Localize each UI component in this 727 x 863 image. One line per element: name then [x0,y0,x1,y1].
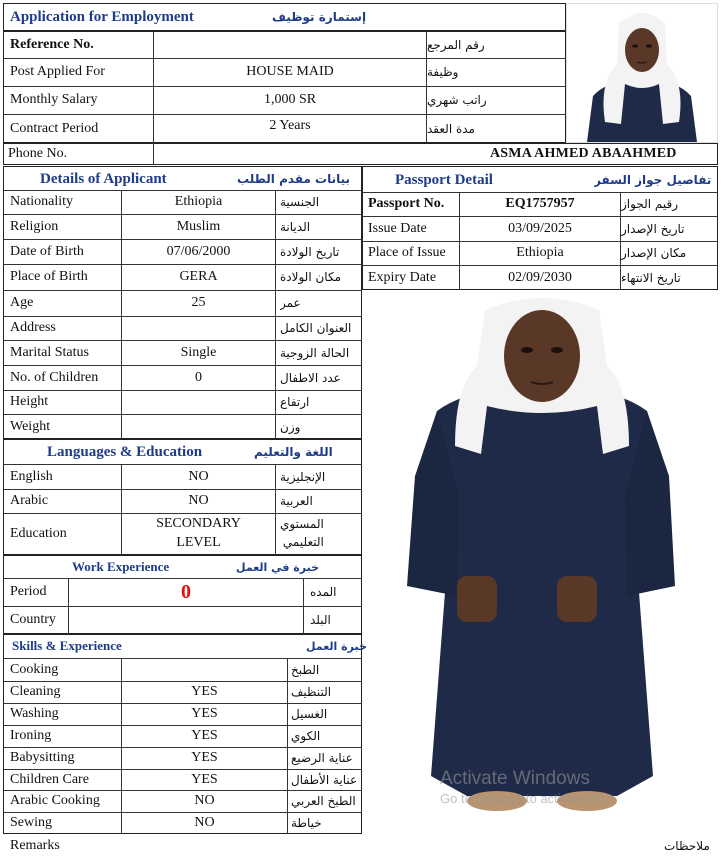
country-label-ar: البلد [310,613,331,627]
reference-label-ar: رقم المرجع [427,37,485,52]
skills-row-value: YES [191,771,218,787]
arabic-label: Arabic [10,493,49,508]
passport-title-ar: تفاصيل جواز السفر [594,173,712,187]
english-label: English [10,468,53,484]
skills-row-label-ar: الطبخ العربي [291,794,356,808]
passport-row-label-ar: مكان الإصدار [621,246,687,260]
details-row-value: 25 [191,295,206,310]
details-row-label: Date of Birth [10,243,84,259]
details-row-label: Age [10,295,34,310]
details-row-value: 0 [195,369,202,385]
period-label: Period [10,584,47,599]
education-label-ar [280,515,324,551]
english-value: NO [188,468,209,484]
languages-title-en: Languages & Education [47,443,203,460]
english-label-ar: الإنجليزية [280,469,326,484]
details-row-value: Muslim [176,218,221,234]
details-row-value [122,390,275,414]
skills-row-label-ar: عناية الرضيع [291,751,353,765]
details-title-ar: بيانات مقدم الطلب [237,172,351,186]
education-value-line2: LEVEL [176,535,221,550]
skills-row-label: Arabic Cooking [10,793,100,808]
country-label: Country [10,612,56,627]
work-title-ar: خبرة في العمل [236,560,320,574]
passport-title-en: Passport Detail [395,171,493,188]
details-row-value [122,316,275,340]
details-row-label-ar: مكان الولادة [280,270,342,284]
skills-row-label-ar: عناية الأطفال [291,772,358,787]
reference-label: Reference No. [10,36,94,52]
education-value [122,514,275,554]
details-row-value: Ethiopia [174,194,223,209]
details-row-value: GERA [179,269,218,284]
country-value [69,606,303,634]
title-ar: إستمارة توظيف [272,10,367,24]
remarks-label-ar: ملاحظات [664,839,710,853]
details-title-en: Details of Applicant [40,170,167,187]
skills-row-value: YES [191,728,218,743]
education-label-ar-line2: التعليمي [282,535,324,549]
passport-row-value: EQ1757957 [505,196,575,211]
arabic-value: NO [188,493,209,508]
details-row-value: Single [180,344,217,360]
salary-value: 1,000 SR [263,92,317,107]
phone-value [154,143,454,165]
details-row-value: 07/06/2000 [166,243,231,259]
remarks-label: Remarks [10,838,60,853]
post-label: Post Applied For [10,64,105,79]
salary-label-ar: راتب شهري [427,93,487,107]
details-row-label-ar: الديانة [280,219,311,234]
details-row-label-ar: الحالة الزوجية [280,345,350,360]
passport-row-label-ar: تاريخ الإصدار [621,221,685,236]
passport-row-label: Passport No. [368,196,445,211]
details-row-label-ar: تاريخ الولادة [280,244,340,259]
skills-row-value [122,658,287,681]
skills-row-label-ar: الطبخ [291,662,320,677]
watermark-line1: Activate Windows [440,768,590,789]
skills-row-value: YES [191,706,218,721]
details-row-value [122,414,275,439]
details-row-label: Place of Birth [10,269,88,284]
reference-value [154,31,426,58]
passport-row-value: 03/09/2025 [508,220,572,236]
skills-row-value: NO [194,815,215,830]
details-row-label: Address [10,320,56,335]
skills-row-label: Cooking [10,661,59,677]
details-row-label: No. of Children [10,369,99,385]
details-row-label-ar: وزن [280,419,301,434]
passport-row-label-ar: تاريخ الانتهاء [621,270,681,285]
post-label-ar: وظيفة [427,65,459,79]
passport-row-label: Place of Issue [368,245,446,260]
skills-row-label: Washing [10,706,59,721]
skills-row-label: Children Care [10,771,89,787]
skills-row-value: NO [194,793,215,808]
passport-row-label: Issue Date [368,220,427,236]
skills-row-label-ar: الغسيل [291,707,328,721]
skills-row-label: Ironing [10,728,52,743]
skills-title-en: Skills & Experience [12,638,122,653]
portrait-photo [567,4,717,142]
details-row-label: Weight [10,418,51,434]
passport-row-label-ar: رقيم الجواز [621,197,679,211]
skills-row-label-ar: الكوي [291,729,321,743]
passport-row-label: Expiry Date [368,269,437,285]
passport-row-value: 02/09/2030 [508,269,572,285]
skills-row-label: Sewing [10,815,52,830]
details-row-label: Religion [10,218,59,234]
contract-label: Contract Period [10,120,99,136]
details-row-label: Height [10,394,49,409]
skills-row-value: YES [191,750,218,765]
watermark-line2: Go to Settings to activate Wi [440,790,605,806]
languages-title-ar: اللغة والتعليم [254,445,333,459]
details-row-label: Nationality [10,194,73,209]
title-en: Application for Employment [10,8,194,25]
education-label: Education [10,526,67,541]
contract-value: 2 Years [269,118,311,133]
period-label-ar: المده [310,585,337,599]
details-row-label-ar: عمر [280,296,301,310]
phone-label: Phone No. [8,146,68,161]
skills-row-label-ar: خياطة [291,816,322,830]
skills-row-label: Cleaning [10,684,61,699]
education-label-ar-line1: المستوي [280,517,324,531]
arabic-label-ar: العربية [280,494,313,508]
period-value: 0 [181,580,191,603]
full-body-photo [367,296,718,826]
education-value-line1: SECONDARY [156,516,241,531]
skills-title-ar: خبرة العمل [306,639,367,653]
details-row-label-ar: عدد الاطفال [280,370,341,385]
work-title-en: Work Experience [72,559,170,574]
applicant-name: ASMA AHMED ABAAHMED [490,146,677,161]
skills-row-label-ar: التنظيف [291,685,332,699]
details-row-label-ar: الجنسية [280,195,320,209]
skills-row-label: Babysitting [10,750,75,765]
post-value: HOUSE MAID [246,64,334,79]
details-row-label: Marital Status [10,344,89,360]
details-row-label-ar: العنوان الكامل [280,321,352,335]
contract-label-ar: مدة العقد [427,121,475,136]
passport-row-value: Ethiopia [516,245,564,260]
details-row-label-ar: ارتفاع [280,395,310,409]
skills-row-value: YES [191,684,218,699]
salary-label: Monthly Salary [10,92,98,107]
